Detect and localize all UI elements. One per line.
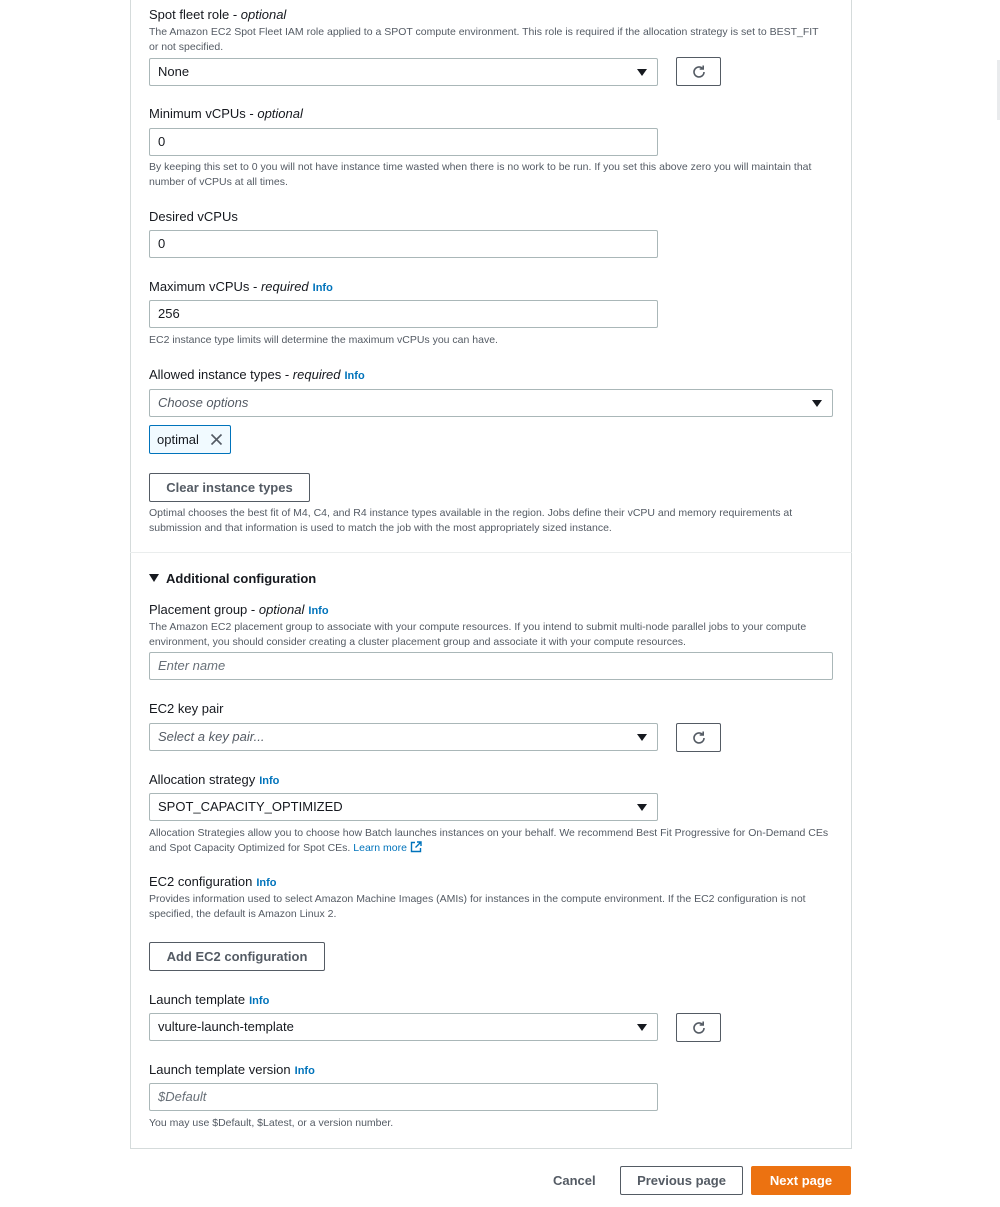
placement-group-input[interactable]: Enter name bbox=[149, 652, 833, 680]
previous-page-button[interactable]: Previous page bbox=[620, 1166, 743, 1195]
instance-types-description: Optimal chooses the best fit of M4, C4, and R4 instance types available in the region. Jobs define their vCPU and memory requirements at submission and that information is used to match the job with the most appropriately sized instance. bbox=[149, 507, 793, 534]
ec2-configuration-label: EC2 configuration Info bbox=[149, 874, 277, 889]
allocation-strategy-label: Allocation strategy Info bbox=[149, 772, 280, 787]
launch-template-version-input[interactable]: $Default bbox=[149, 1083, 658, 1111]
placement-group-info-link[interactable]: Info bbox=[308, 605, 329, 617]
spot-fleet-role-select[interactable]: None bbox=[149, 58, 658, 86]
refresh-spot-fleet-role-button[interactable] bbox=[676, 57, 721, 86]
max-vcpus-description: EC2 instance type limits will determine the maximum vCPUs you can have. bbox=[149, 334, 498, 346]
refresh-icon bbox=[691, 1020, 707, 1036]
instance-types-label: Allowed instance types - required Info bbox=[149, 367, 365, 382]
caret-down-icon bbox=[637, 804, 647, 811]
clear-instance-types-button[interactable]: Clear instance types bbox=[149, 473, 310, 502]
spot-fleet-role-description: The Amazon EC2 Spot Fleet IAM role applied to a SPOT compute environment. This role is required if the allocation strategy is set to BEST_FIT or not specified. bbox=[149, 26, 819, 53]
cancel-button[interactable]: Cancel bbox=[553, 1173, 596, 1188]
desired-vcpus-input[interactable]: 0 bbox=[149, 230, 658, 258]
launch-template-version-info-link[interactable]: Info bbox=[294, 1065, 315, 1077]
external-link-icon bbox=[410, 841, 422, 853]
refresh-icon bbox=[691, 730, 707, 746]
ec2-configuration-description: Provides information used to select Amazon Machine Images (AMIs) for instances in the compute environment. If the EC2 configuration is not specified, the default is Amazon Linux 2. bbox=[149, 893, 806, 920]
add-ec2-configuration-button[interactable]: Add EC2 configuration bbox=[149, 942, 325, 971]
desired-vcpus-label: Desired vCPUs bbox=[149, 209, 238, 224]
min-vcpus-input[interactable]: 0 bbox=[149, 128, 658, 156]
spot-fleet-role-label: Spot fleet role - optional bbox=[149, 7, 287, 22]
ec2-configuration-info-link[interactable]: Info bbox=[256, 877, 277, 889]
learn-more-link[interactable]: Learn more bbox=[353, 842, 422, 854]
min-vcpus-label: Minimum vCPUs - optional bbox=[149, 106, 303, 121]
refresh-key-pair-button[interactable] bbox=[676, 723, 721, 752]
remove-token-icon[interactable] bbox=[210, 433, 223, 446]
next-page-button[interactable]: Next page bbox=[751, 1166, 851, 1195]
allocation-strategy-select[interactable]: SPOT_CAPACITY_OPTIMIZED bbox=[149, 793, 658, 821]
key-pair-label: EC2 key pair bbox=[149, 701, 224, 716]
caret-down-icon bbox=[812, 400, 822, 407]
caret-down-icon bbox=[637, 734, 647, 741]
instance-types-info-link[interactable]: Info bbox=[344, 370, 365, 382]
launch-template-info-link[interactable]: Info bbox=[249, 995, 270, 1007]
caret-down-icon bbox=[637, 69, 647, 76]
section-divider bbox=[130, 552, 852, 553]
launch-template-version-description: You may use $Default, $Latest, or a version number. bbox=[149, 1117, 394, 1129]
caret-expanded-icon bbox=[149, 574, 159, 582]
additional-configuration-toggle[interactable]: Additional configuration bbox=[149, 571, 316, 586]
placement-group-label: Placement group - optional Info bbox=[149, 602, 329, 617]
launch-template-select[interactable]: vulture-launch-template bbox=[149, 1013, 658, 1041]
max-vcpus-input[interactable]: 256 bbox=[149, 300, 658, 328]
refresh-launch-template-button[interactable] bbox=[676, 1013, 721, 1042]
allocation-strategy-info-link[interactable]: Info bbox=[259, 775, 280, 787]
max-vcpus-label: Maximum vCPUs - required Info bbox=[149, 279, 333, 294]
instance-types-multiselect[interactable]: Choose options bbox=[149, 389, 833, 417]
instance-type-token: optimal bbox=[149, 425, 231, 454]
min-vcpus-description: By keeping this set to 0 you will not have instance time wasted when there is no work to be run. If you set this above zero you will maintain that number of vCPUs at all times. bbox=[149, 161, 812, 188]
key-pair-select[interactable]: Select a key pair... bbox=[149, 723, 658, 751]
max-vcpus-info-link[interactable]: Info bbox=[312, 282, 333, 294]
launch-template-label: Launch template Info bbox=[149, 992, 270, 1007]
allocation-strategy-description: Allocation Strategies allow you to choose how Batch launches instances on your behalf. We recommend Best Fit Progressive for On-Demand CEs and Spot Capacity Optimized for Spot CEs. Learn more bbox=[149, 827, 829, 854]
launch-template-version-label: Launch template version Info bbox=[149, 1062, 315, 1077]
refresh-icon bbox=[691, 64, 707, 80]
caret-down-icon bbox=[637, 1024, 647, 1031]
placement-group-description: The Amazon EC2 placement group to associate with your compute resources. If you intend to submit multi-node parallel jobs to your compute environment, you should consider creating a cluster placement group and associate it with your compute resources. bbox=[149, 621, 807, 648]
